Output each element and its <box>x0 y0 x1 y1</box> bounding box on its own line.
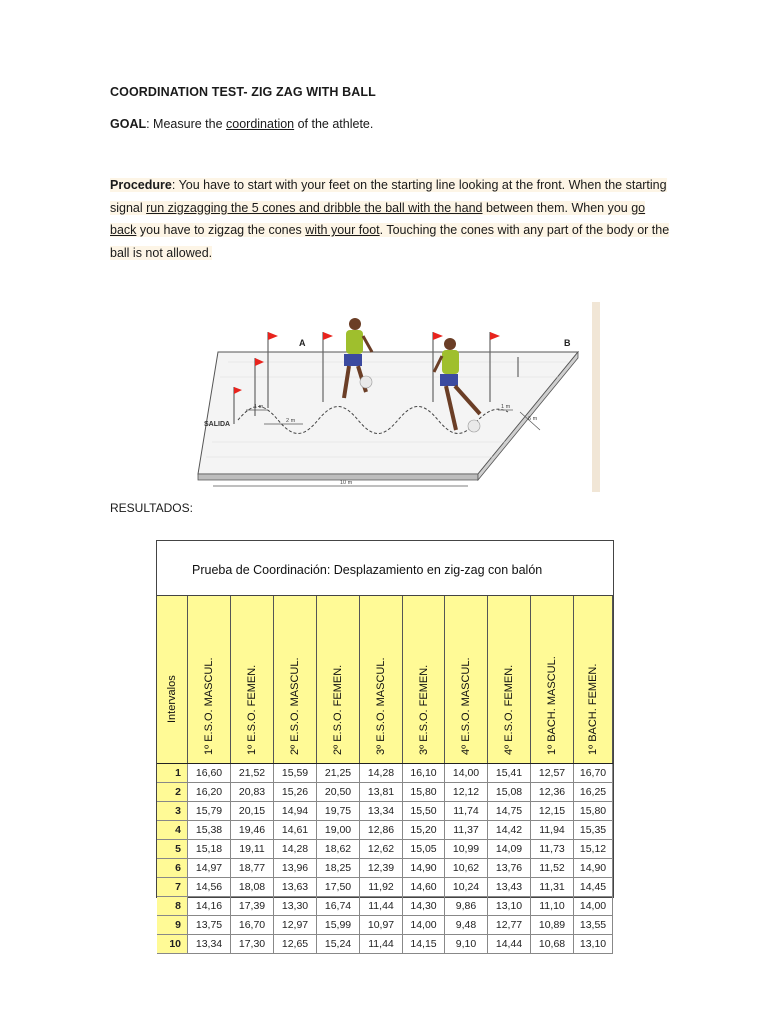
column-header <box>488 596 531 763</box>
table-cell: 13,10 <box>488 897 531 915</box>
row-interval-number: 2 <box>157 783 188 801</box>
table-cell: 9,10 <box>445 935 488 953</box>
goal-text-2: of the athlete. <box>294 117 374 131</box>
table-cell: 12,77 <box>488 916 531 934</box>
procedure-label: Procedure <box>110 178 172 192</box>
table-cell: 17,50 <box>317 878 360 896</box>
table-cell: 9,48 <box>445 916 488 934</box>
table-row <box>157 916 613 935</box>
table-cell: 10,62 <box>445 859 488 877</box>
table-cell: 12,36 <box>531 783 574 801</box>
column-header-label: Intervalos <box>166 675 178 723</box>
table-cell: 14,00 <box>403 916 445 934</box>
table-cell: 10,97 <box>360 916 403 934</box>
table-cell: 13,34 <box>360 802 403 820</box>
table-cell: 15,05 <box>403 840 445 858</box>
table-cell: 11,10 <box>531 897 574 915</box>
table-cell: 10,99 <box>445 840 488 858</box>
point-a-label: A <box>299 338 306 348</box>
column-header <box>360 596 403 763</box>
table-row <box>157 802 613 821</box>
dim-10m: 10 m <box>340 480 353 486</box>
table-cell: 13,81 <box>360 783 403 801</box>
table-cell: 11,31 <box>531 878 574 896</box>
table-cell: 12,86 <box>360 821 403 839</box>
table-cell: 15,38 <box>188 821 231 839</box>
document-title: COORDINATION TEST- ZIG ZAG WITH BALL <box>110 85 376 99</box>
table-cell: 12,65 <box>274 935 317 953</box>
dim-2m: 2 m <box>286 418 296 424</box>
table-cell: 15,24 <box>317 935 360 953</box>
table-cell: 21,52 <box>231 764 274 782</box>
table-row <box>157 783 613 802</box>
table-cell: 15,99 <box>317 916 360 934</box>
table-cell: 15,35 <box>574 821 613 839</box>
goal-paragraph <box>110 113 670 136</box>
table-cell: 11,92 <box>360 878 403 896</box>
table-cell: 18,25 <box>317 859 360 877</box>
column-header <box>445 596 488 763</box>
table-cell: 15,80 <box>403 783 445 801</box>
table-cell: 12,62 <box>360 840 403 858</box>
table-cell: 14,61 <box>274 821 317 839</box>
row-interval-number: 7 <box>157 878 188 896</box>
table-row <box>157 935 613 954</box>
table-title: Prueba de Coordinación: Desplazamiento en zig-zag con balón <box>192 563 543 577</box>
table-cell: 13,34 <box>188 935 231 953</box>
table-cell: 14,15 <box>403 935 445 953</box>
column-header <box>188 596 231 763</box>
table-cell: 11,44 <box>360 935 403 953</box>
table-cell: 14,42 <box>488 821 531 839</box>
point-b-label: B <box>564 338 571 348</box>
table-cell: 16,10 <box>403 764 445 782</box>
column-header <box>574 596 613 763</box>
table-cell: 18,77 <box>231 859 274 877</box>
table-cell: 14,09 <box>488 840 531 858</box>
table-cell: 15,26 <box>274 783 317 801</box>
table-cell: 11,37 <box>445 821 488 839</box>
start-label: SALIDA <box>204 421 231 428</box>
table-cell: 21,25 <box>317 764 360 782</box>
table-cell: 14,28 <box>360 764 403 782</box>
table-cell: 15,41 <box>488 764 531 782</box>
table-cell: 14,60 <box>403 878 445 896</box>
row-interval-number: 1 <box>157 764 188 782</box>
row-interval-number: 8 <box>157 897 188 915</box>
table-row <box>157 821 613 840</box>
table-cell: 12,57 <box>531 764 574 782</box>
table-cell: 14,30 <box>403 897 445 915</box>
column-header-label: 1º BACH. FEMEN. <box>587 663 599 755</box>
column-header-label: 3º E.S.O. MASCUL. <box>375 657 387 755</box>
table-row <box>157 859 613 878</box>
table-cell: 15,12 <box>574 840 613 858</box>
procedure-underlined-3: with your foot <box>305 223 380 237</box>
table-cell: 14,97 <box>188 859 231 877</box>
table-row <box>157 840 613 859</box>
table-cell: 16,25 <box>574 783 613 801</box>
table-cell: 14,28 <box>274 840 317 858</box>
table-cell: 14,45 <box>574 878 613 896</box>
goal-underlined: coordination <box>226 117 295 131</box>
procedure-text-2: between them. When you <box>482 200 632 215</box>
table-cell: 15,08 <box>488 783 531 801</box>
table-cell: 19,75 <box>317 802 360 820</box>
table-cell: 13,63 <box>274 878 317 896</box>
table-cell: 14,90 <box>403 859 445 877</box>
table-cell: 15,20 <box>403 821 445 839</box>
table-cell: 17,30 <box>231 935 274 953</box>
table-cell: 15,80 <box>574 802 613 820</box>
table-cell: 17,39 <box>231 897 274 915</box>
column-header-label: 2º E.S.O. MASCUL. <box>289 657 301 755</box>
table-cell: 10,89 <box>531 916 574 934</box>
image-edge <box>592 302 600 492</box>
table-cell: 19,11 <box>231 840 274 858</box>
table-cell: 13,10 <box>574 935 613 953</box>
table-cell: 13,76 <box>488 859 531 877</box>
table-cell: 16,70 <box>231 916 274 934</box>
column-header-intervals <box>157 596 188 763</box>
row-interval-number: 10 <box>157 935 188 953</box>
column-header-label: 1º E.S.O. FEMEN. <box>246 664 258 755</box>
goal-label: GOAL <box>110 117 147 131</box>
table-cell: 16,70 <box>574 764 613 782</box>
column-header <box>317 596 360 763</box>
table-cell: 11,52 <box>531 859 574 877</box>
table-cell: 14,00 <box>574 897 613 915</box>
table-row <box>157 764 613 783</box>
procedure-text-4: . Touching the cones with any part of the body or the ball is not allowed. <box>110 223 670 260</box>
table-cell: 9,86 <box>445 897 488 915</box>
table-title-row <box>157 541 613 596</box>
column-header <box>274 596 317 763</box>
row-interval-number: 9 <box>157 916 188 934</box>
column-header-label: 4º E.S.O. MASCUL. <box>460 657 472 755</box>
table-header-row <box>157 596 613 764</box>
table-cell: 20,15 <box>231 802 274 820</box>
results-label: RESULTADOS: <box>110 501 193 515</box>
table-row <box>157 897 613 916</box>
procedure-underlined-1: run zigzagging the 5 cones and dribble the ball with the hand <box>146 200 483 215</box>
table-cell: 15,18 <box>188 840 231 858</box>
column-header <box>531 596 574 763</box>
table-cell: 20,50 <box>317 783 360 801</box>
table-cell: 14,94 <box>274 802 317 820</box>
column-header-label: 1º E.S.O. MASCUL. <box>203 657 215 755</box>
table-cell: 19,46 <box>231 821 274 839</box>
table-cell: 13,75 <box>188 916 231 934</box>
table-cell: 12,39 <box>360 859 403 877</box>
table-cell: 20,83 <box>231 783 274 801</box>
table-cell: 16,20 <box>188 783 231 801</box>
table-cell: 13,55 <box>574 916 613 934</box>
row-interval-number: 6 <box>157 859 188 877</box>
field-front-edge <box>198 474 478 480</box>
table-cell: 12,15 <box>531 802 574 820</box>
table-cell: 12,12 <box>445 783 488 801</box>
procedure-underlined-2: go back <box>110 200 646 237</box>
table-cell: 10,24 <box>445 878 488 896</box>
table-cell: 11,44 <box>360 897 403 915</box>
table-cell: 14,75 <box>488 802 531 820</box>
column-header-label: 1º BACH. MASCUL. <box>546 656 558 755</box>
procedure-paragraph <box>110 174 670 264</box>
table-cell: 13,96 <box>274 859 317 877</box>
results-table <box>156 540 614 950</box>
column-header-label: 3º E.S.O. FEMEN. <box>417 664 430 755</box>
dim-6m: 6 m <box>528 416 538 422</box>
table-cell: 11,73 <box>531 840 574 858</box>
table-cell: 14,00 <box>445 764 488 782</box>
table-cell: 19,00 <box>317 821 360 839</box>
dim-1m-left: 1 m <box>254 404 264 410</box>
course-diagram <box>168 302 600 492</box>
table-cell: 12,97 <box>274 916 317 934</box>
table-cell: 14,16 <box>188 897 231 915</box>
table-cell: 15,59 <box>274 764 317 782</box>
row-interval-number: 4 <box>157 821 188 839</box>
table-cell: 14,56 <box>188 878 231 896</box>
column-header <box>231 596 274 763</box>
table-cell: 11,94 <box>531 821 574 839</box>
table-cell: 18,62 <box>317 840 360 858</box>
dim-1m-right: 1 m <box>501 404 511 410</box>
row-interval-number: 5 <box>157 840 188 858</box>
table-cell: 14,90 <box>574 859 613 877</box>
table-cell: 16,60 <box>188 764 231 782</box>
table-cell: 13,43 <box>488 878 531 896</box>
goal-text-1: : Measure the <box>146 117 227 131</box>
column-header <box>403 596 445 763</box>
procedure-text-1: : You have to start with your feet on the starting line looking at the front. When the starting signal <box>110 178 667 215</box>
table-row <box>157 878 613 897</box>
zigzag-course-illustration <box>168 302 600 492</box>
column-header-label: 4º E.S.O. FEMEN. <box>503 664 515 755</box>
row-interval-number: 3 <box>157 802 188 820</box>
procedure-text-3: you have to zigzag the cones <box>136 223 306 237</box>
table-cell: 10,68 <box>531 935 574 953</box>
table-cell: 14,44 <box>488 935 531 953</box>
column-header-label: 2º E.S.O. FEMEN. <box>332 664 344 755</box>
table-cell: 15,50 <box>403 802 445 820</box>
table-cell: 11,74 <box>445 802 488 820</box>
table-cell: 13,30 <box>274 897 317 915</box>
table-cell: 15,79 <box>188 802 231 820</box>
table-body <box>157 764 613 954</box>
table-cell: 18,08 <box>231 878 274 896</box>
table-cell: 16,74 <box>317 897 360 915</box>
